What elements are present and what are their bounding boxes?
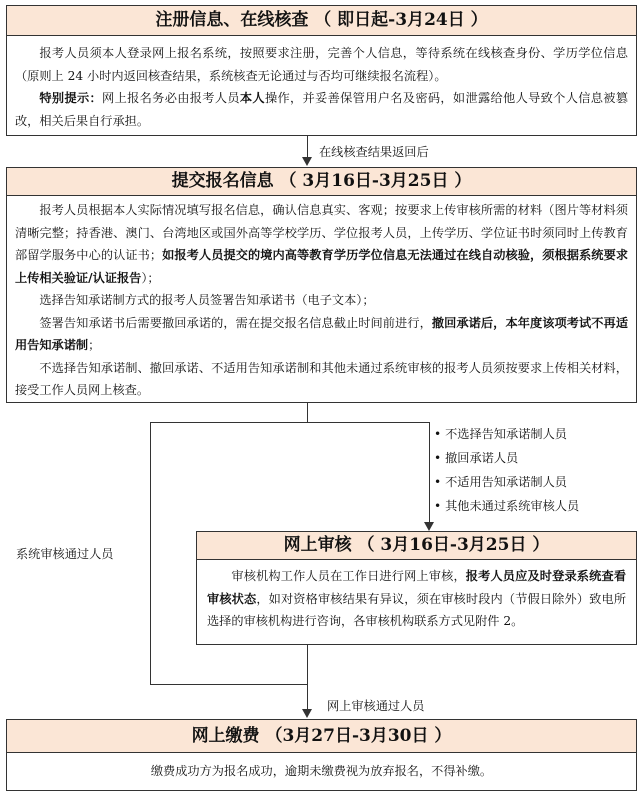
step3-content bbox=[197, 565, 636, 633]
step4-title: 网上缴费 （3月27日-3月30日 ） bbox=[7, 720, 636, 753]
step3-para: 审核机构工作人员在工作日进行网上审核，报考人员应及时登录系统查看审核状态，如对资格审核结果有异议，须在审核时段内（节假日除外）致电所选择的审核机构进行咨询，各审核机构联系方式见附件 2。 bbox=[207, 569, 627, 628]
bullet-list bbox=[434, 422, 579, 518]
system-passed-label: 系统审核通过人员 bbox=[16, 547, 114, 561]
step1-para1: 报考人员须本人登录网上报名系统，按照要求注册，完善个人信息，等待系统在线核查身份、学历学位信息（原则上 24 小时内返回核查结果，系统核查无论通过与否均可继续报名流程）。 bbox=[15, 46, 628, 83]
bullet-item: • 不选择告知承诺制人员 bbox=[434, 427, 567, 441]
branch-left-bottom bbox=[150, 684, 308, 685]
branch-right-arrowhead bbox=[424, 522, 434, 531]
bullet-item: • 撤回承诺人员 bbox=[434, 451, 519, 465]
arrow3-head bbox=[302, 709, 312, 718]
step2-box bbox=[6, 167, 637, 403]
branch-stem bbox=[307, 403, 308, 423]
step1-content bbox=[7, 42, 636, 132]
step2-title: 提交报名信息 （ 3月16日-3月25日 ） bbox=[7, 168, 636, 196]
branch-horizontal bbox=[150, 422, 430, 423]
step3-title: 网上审核 （ 3月16日-3月25日 ） bbox=[197, 532, 636, 560]
arrow3-shaft bbox=[307, 645, 308, 709]
step2-para2: 选择告知承诺制方式的报考人员签署告知承诺书（电子文本）； bbox=[39, 293, 375, 307]
branch-right-vertical bbox=[429, 422, 430, 524]
step4-para: 缴费成功方为报名成功，逾期未缴费视为放弃报名，不得补缴。 bbox=[150, 764, 493, 778]
step2-content bbox=[7, 199, 636, 402]
special-notice-label: 特别提示： bbox=[39, 91, 103, 105]
step2-para1: 报考人员根据本人实际情况填写报名信息，确认信息真实、客观；按要求上传审核所需的材料（图片等材料须清晰完整；持香港、澳门、台湾地区或国外高等学校学历、学位报考人员，上传学历、学位证书时须同时上传教育部留学服务中心的认证书；如报考人员提交的境内高等教育学历学位信息无法通过在线自动核验，须根据系统要求上传相关验证/认证报告）； bbox=[15, 203, 629, 285]
arrow1-head bbox=[302, 157, 312, 166]
branch-left-vertical bbox=[150, 422, 151, 684]
step1-para2: 特别提示：网上报名务必由报考人员本人操作，并妥善保管用户名及密码，如泄露给他人导致个人信息被篡改，相关后果自行承担。 bbox=[15, 91, 629, 128]
bullet-item: • 不适用告知承诺制人员 bbox=[434, 475, 567, 489]
step1-title: 注册信息、在线核查 （ 即日起-3月24日 ） bbox=[7, 6, 636, 36]
step3-box bbox=[196, 531, 637, 645]
arrow1-label: 在线核查结果返回后 bbox=[319, 145, 429, 159]
step2-para3: 签署告知承诺书后需要撤回承诺的，需在提交报名信息截止时间前进行，撤回承诺后，本年度该项考试不再适用告知承诺制； bbox=[15, 315, 629, 352]
bullet-item: • 其他未通过系统审核人员 bbox=[434, 499, 580, 513]
step4-content bbox=[7, 760, 636, 783]
arrow3-label: 网上审核通过人员 bbox=[327, 699, 425, 713]
step1-box bbox=[6, 5, 637, 136]
arrow1-shaft bbox=[307, 136, 308, 158]
step2-para4: 不选择告知承诺制、撤回承诺、不适用告知承诺制和其他未通过系统审核的报考人员须按要求上传相关材料，接受工作人员网上核查。 bbox=[15, 360, 628, 397]
step4-box bbox=[6, 719, 637, 791]
